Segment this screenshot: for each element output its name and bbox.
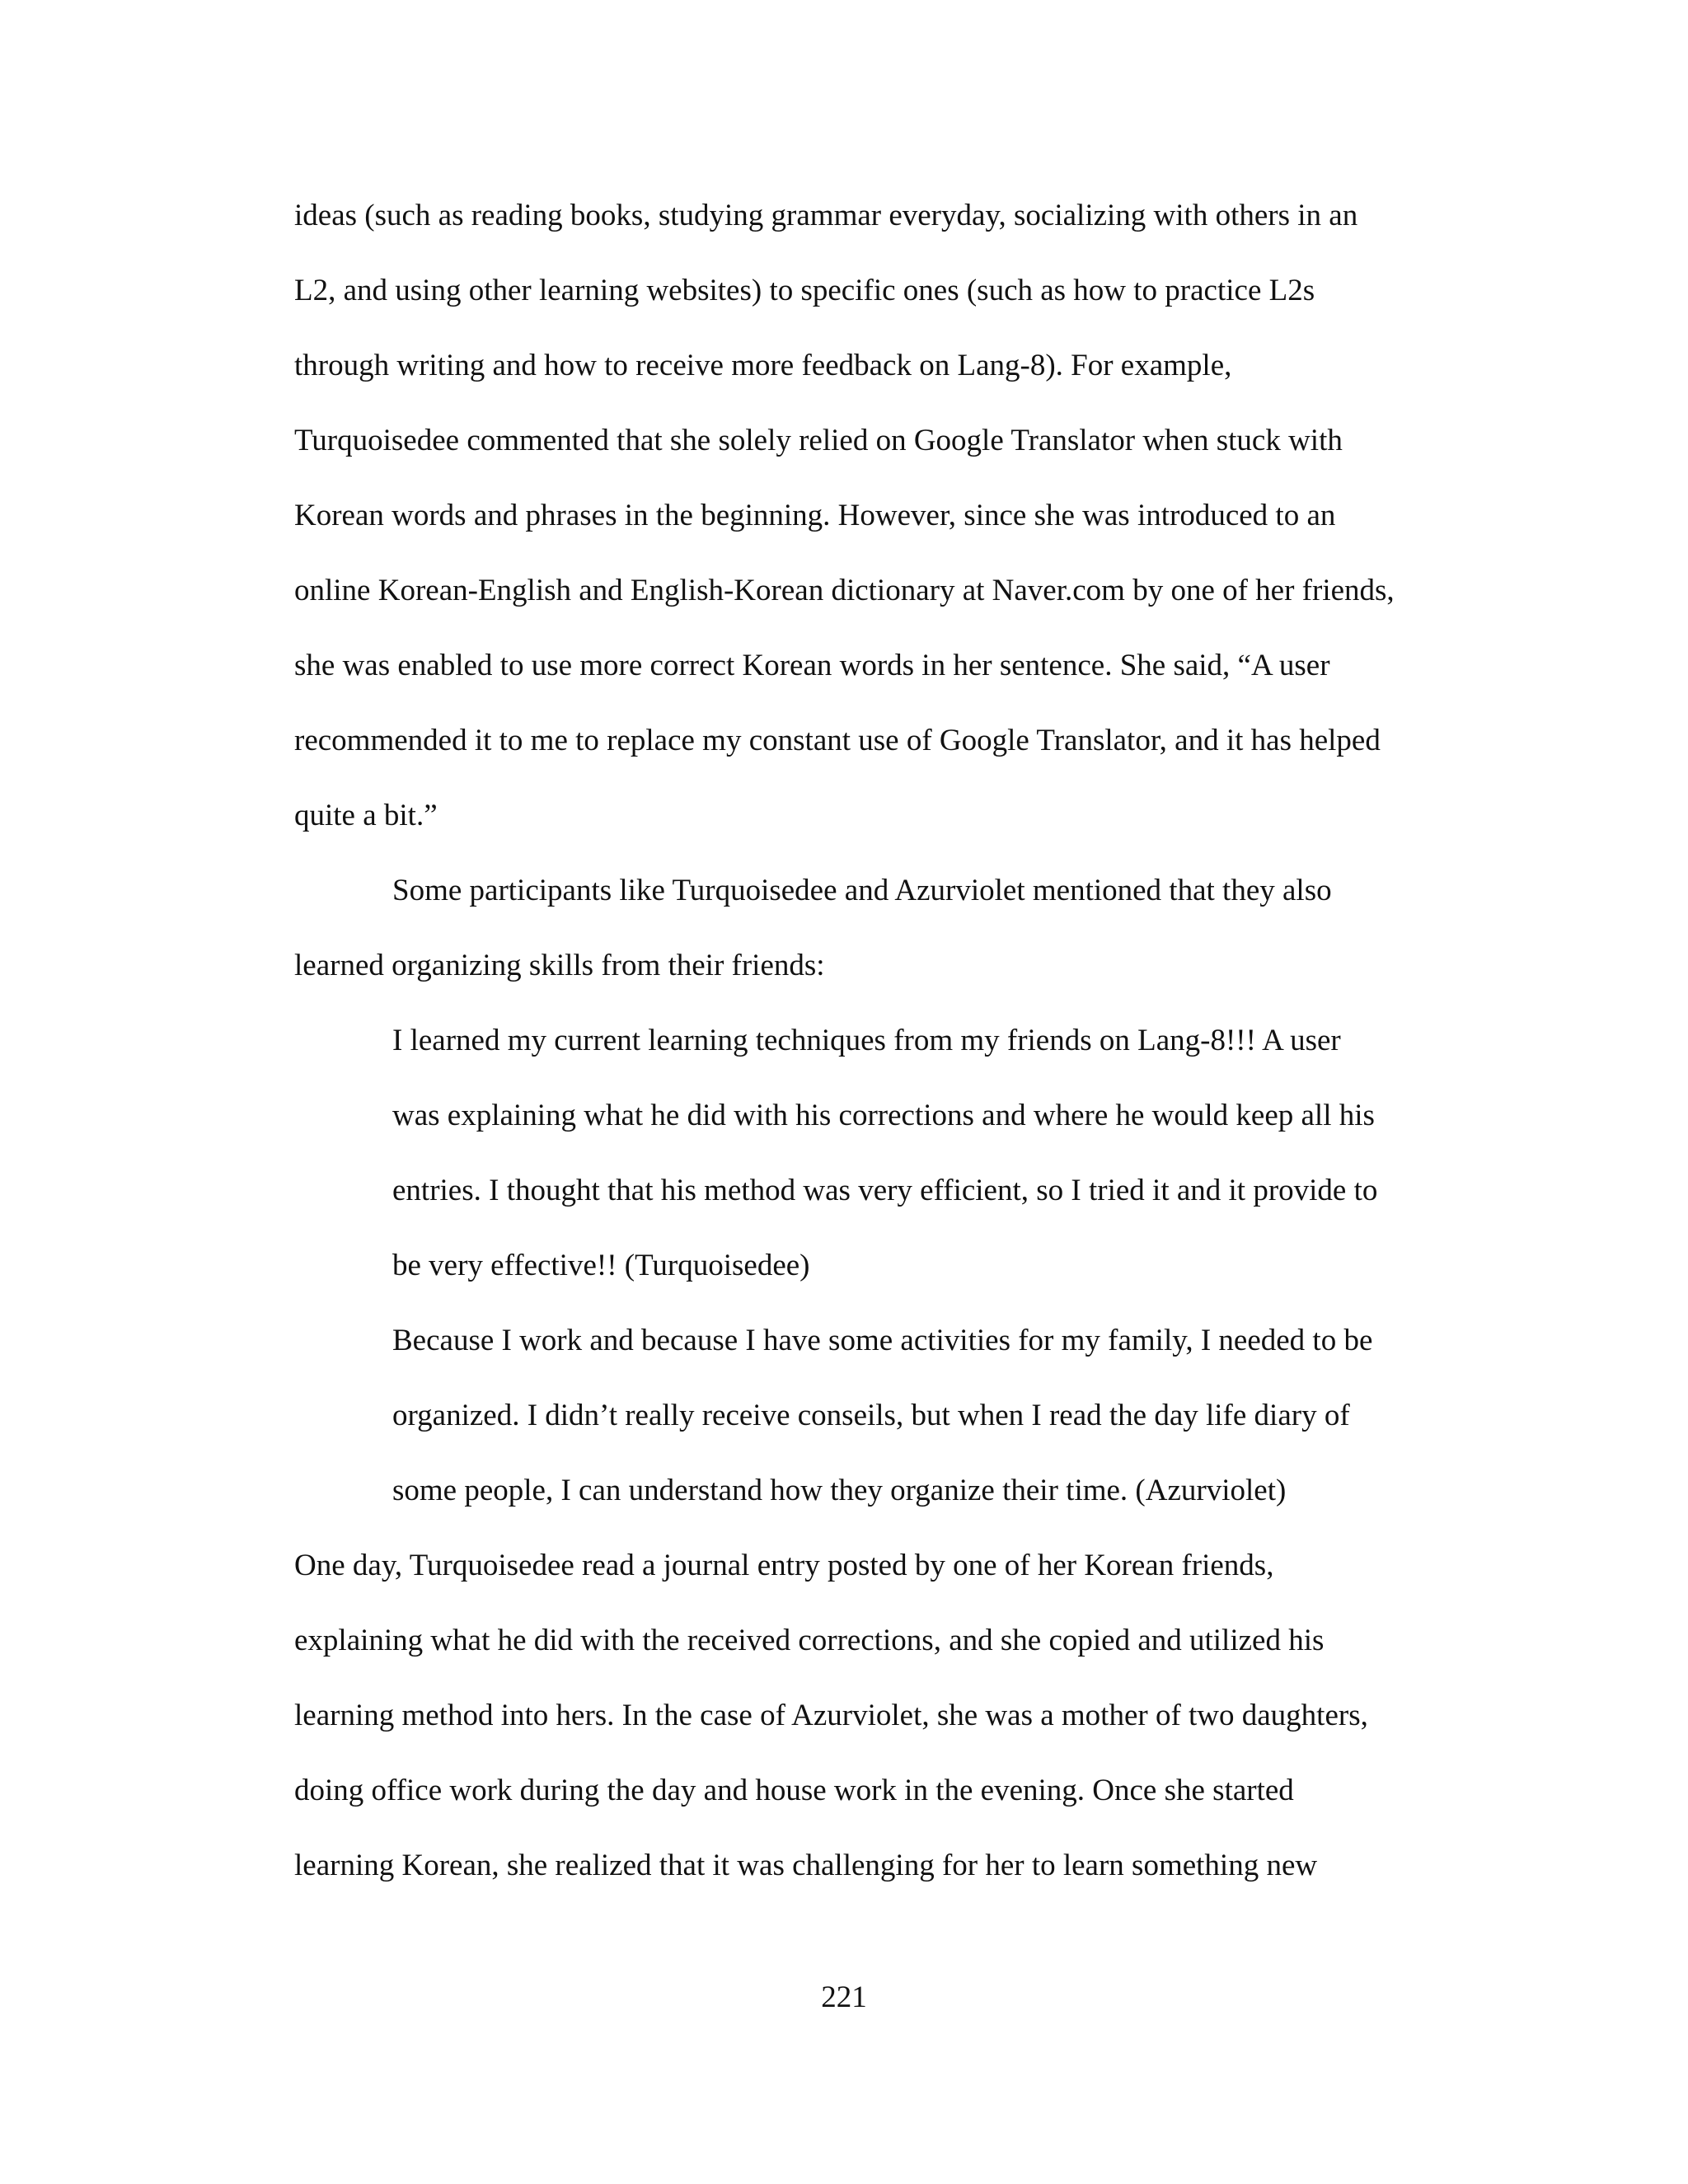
text-line: through writing and how to receive more feedback on Lang-8). For example,: [294, 349, 1232, 382]
text-line: One day, Turquoisedee read a journal entry posted by one of her Korean friends,: [294, 1549, 1274, 1582]
block-quote-line: was explaining what he did with his corrections and where he would keep all his: [392, 1099, 1375, 1132]
block-quote-line: organized. I didn’t really receive conseils, but when I read the day life diary of: [392, 1399, 1350, 1432]
text-line: Korean words and phrases in the beginning. However, since she was introduced to an: [294, 499, 1336, 532]
text-line: Some participants like Turquoisedee and Azurviolet mentioned that they also: [392, 874, 1332, 907]
text-line: doing office work during the day and house work in the evening. Once she started: [294, 1774, 1294, 1807]
text-line: quite a bit.”: [294, 799, 438, 832]
text-line: ideas (such as reading books, studying grammar everyday, socializing with others in an: [294, 199, 1358, 232]
text-line: learning method into hers. In the case of Azurviolet, she was a mother of two daughters,: [294, 1699, 1368, 1732]
block-quote-line: be very effective!! (Turquoisedee): [392, 1249, 810, 1282]
block-quote-line: I learned my current learning techniques from my friends on Lang-8!!! A user: [392, 1024, 1341, 1057]
text-line: explaining what he did with the received corrections, and she copied and utilized his: [294, 1624, 1325, 1657]
page-number: 221: [821, 1980, 867, 2014]
block-quote-line: some people, I can understand how they organize their time. (Azurviolet): [392, 1474, 1287, 1507]
text-line: learned organizing skills from their friends:: [294, 949, 825, 982]
text-line: recommended it to me to replace my constant use of Google Translator, and it has helped: [294, 724, 1381, 757]
text-line: L2, and using other learning websites) to specific ones (such as how to practice L2s: [294, 274, 1315, 307]
text-line: learning Korean, she realized that it was challenging for her to learn something new: [294, 1849, 1318, 1882]
text-line: online Korean-English and English-Korean dictionary at Naver.com by one of her friends,: [294, 574, 1395, 607]
text-line: Turquoisedee commented that she solely relied on Google Translator when stuck with: [294, 424, 1343, 457]
block-quote-line: entries. I thought that his method was very efficient, so I tried it and it provide to: [392, 1174, 1378, 1207]
text-line: she was enabled to use more correct Korean words in her sentence. She said, “A user: [294, 649, 1330, 682]
block-quote-line: Because I work and because I have some activities for my family, I needed to be: [392, 1324, 1373, 1357]
